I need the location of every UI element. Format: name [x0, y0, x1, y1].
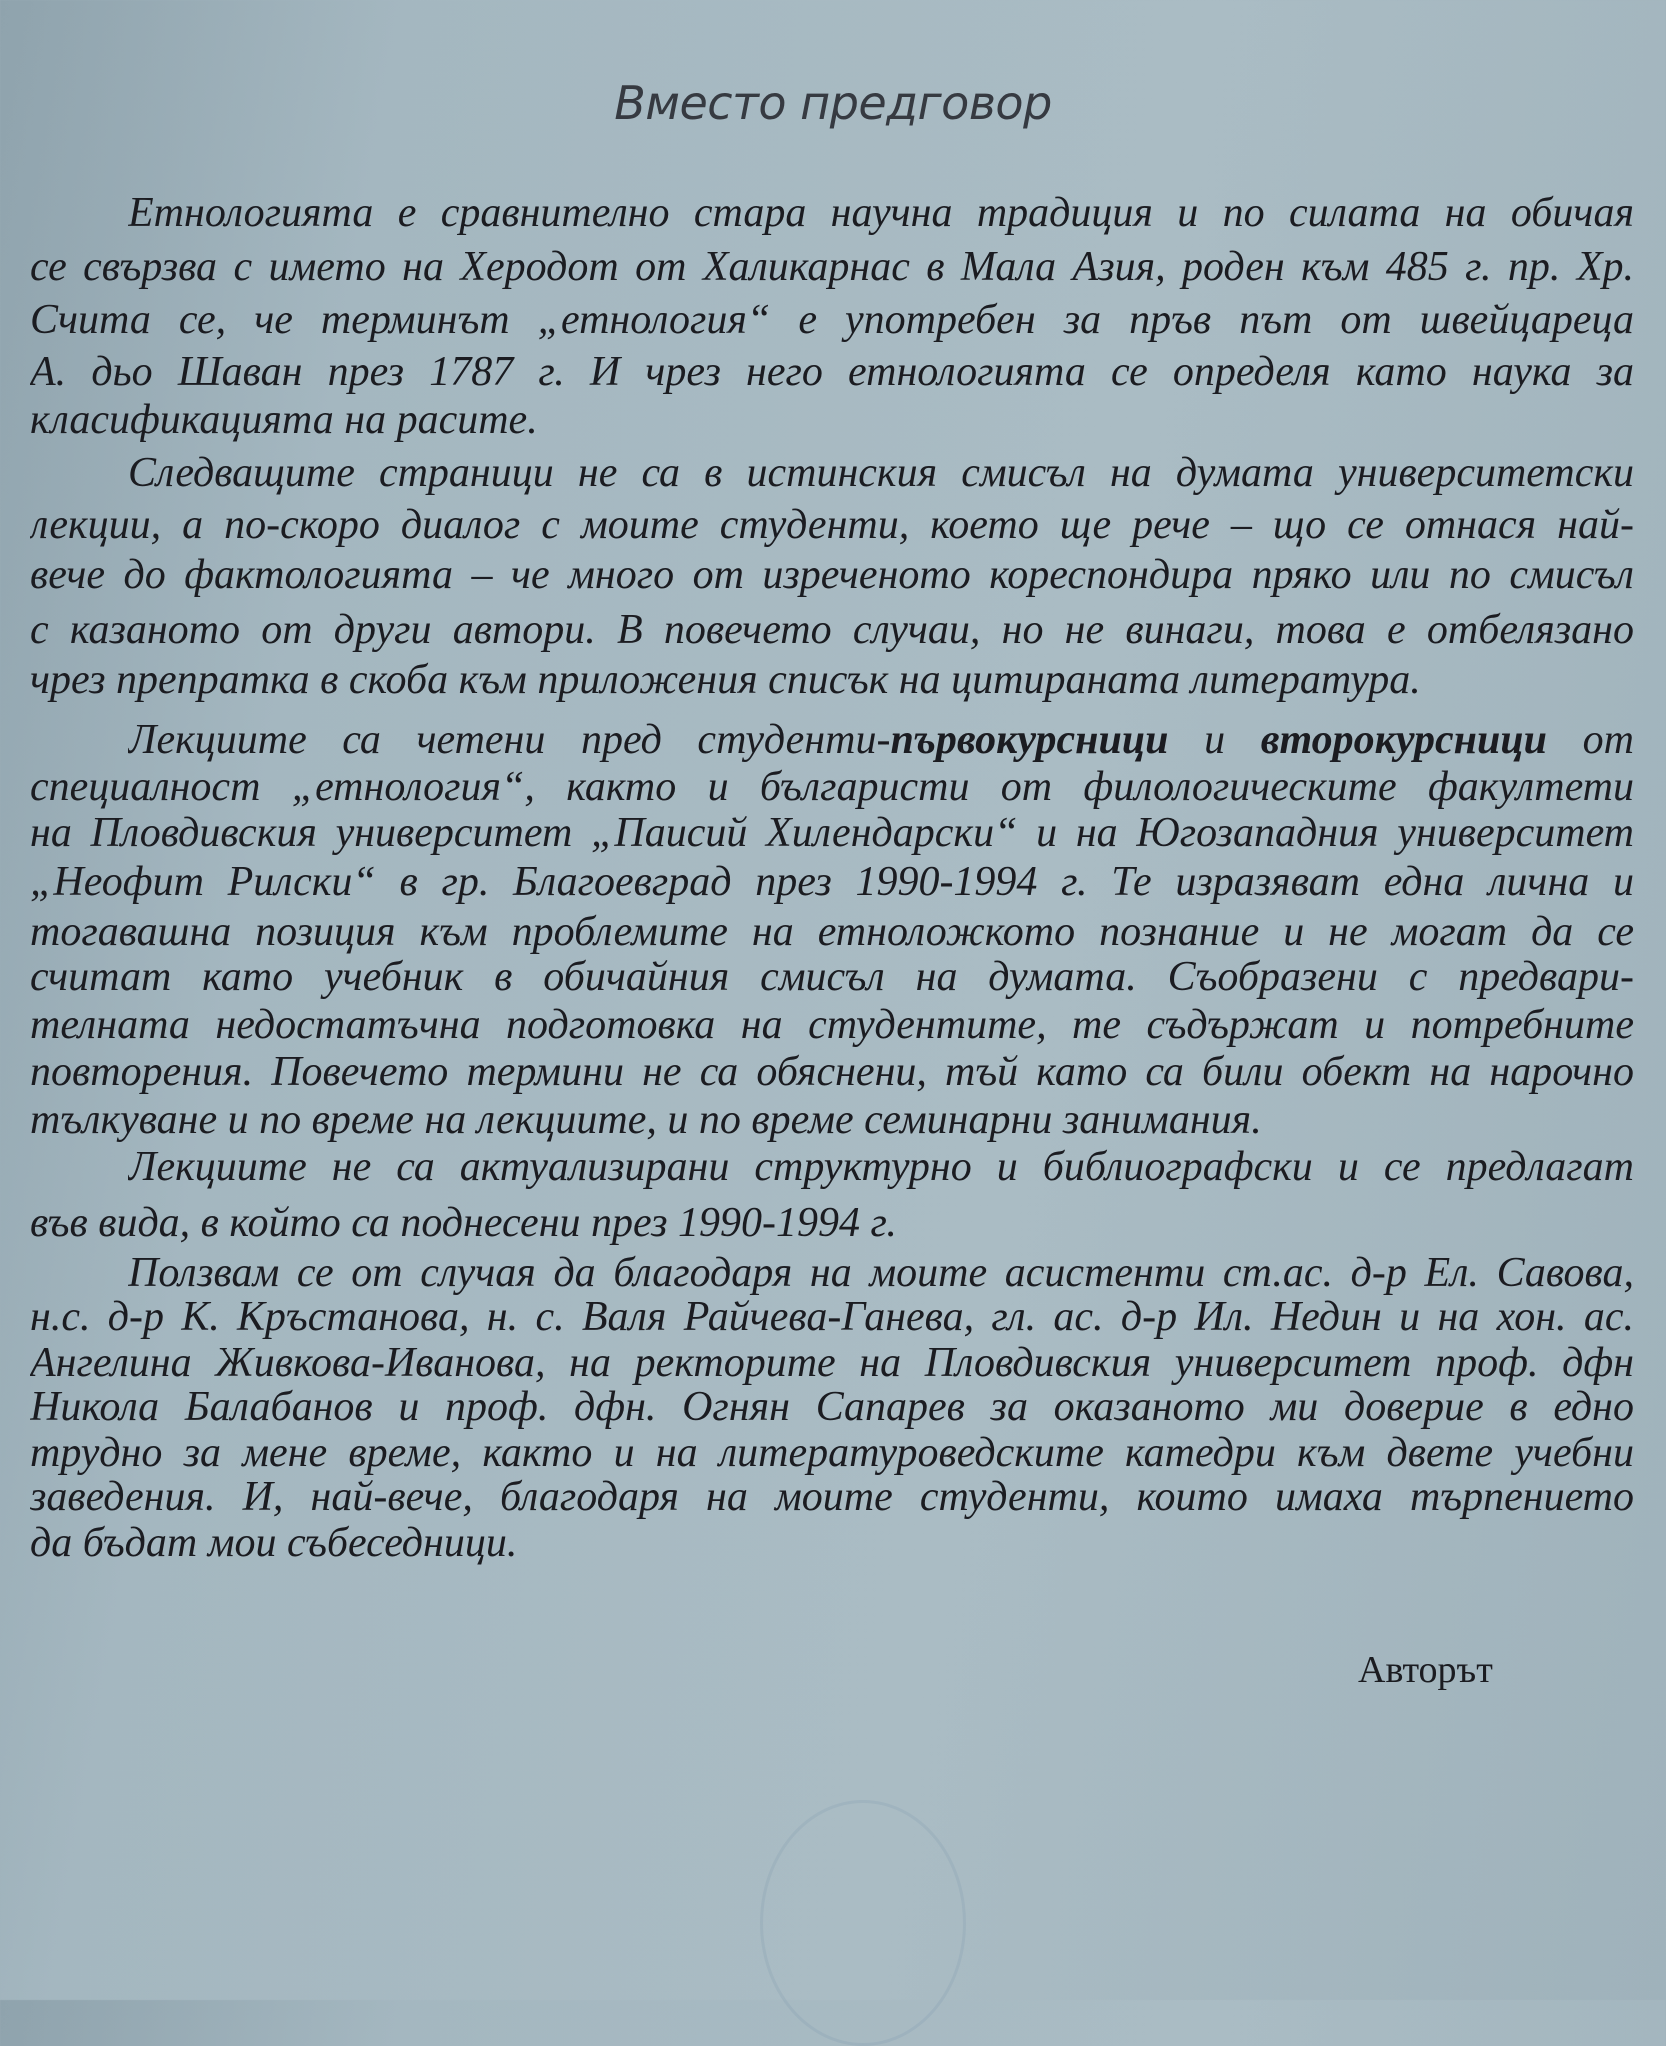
- signature: Авторът: [1358, 1649, 1493, 1691]
- text-line: Никола Балабанов и проф. дфн. Огнян Сапарев за оказаното ми доверие в едно: [30, 1384, 1634, 1430]
- faint-stamp: [760, 1800, 966, 2046]
- text-line: тълкуване и по време на лекциите, и по време семинарни занимания.: [30, 1097, 1262, 1143]
- text-line: повторения. Повечето термини не са обяснени, тъй като са били обект на нарочно: [30, 1049, 1634, 1095]
- text-line: н.с. д-р К. Кръстанова, н. с. Валя Райчева-Ганева, гл. ас. д-р Ил. Недин и на хон. ас.: [30, 1294, 1634, 1340]
- text-line: на Пловдивския университет „Паисий Хилендарски“ и на Югозападния университет: [30, 810, 1634, 856]
- text-line: Лекциите не са актуализирани структурно и библиографски и се предлагат: [128, 1144, 1634, 1190]
- text-line: специалност „етнология“, както и българисти от филологическите факултети: [30, 764, 1634, 810]
- text-line: Ангелина Живкова-Иванова, на ректорите на Пловдивския университет проф. дфн: [30, 1340, 1634, 1386]
- text-line: трудно за мене време, както и на литературоведските катедри към двете учебни: [30, 1430, 1634, 1476]
- text-line: вече до фактологията – че много от изреченото кореспондира пряко или по смисъл: [30, 552, 1634, 598]
- text-line: [128, 715, 1634, 765]
- text-line: „Неофит Рилски“ в гр. Благоевград през 1990-1994 г. Те изразяват една лична и: [30, 859, 1634, 905]
- text-line: Етнологията е сравнително стара научна традиция и по силата на обичая: [128, 190, 1634, 236]
- text-line: считат като учебник в обичайния смисъл на думата. Съобразени с предвари-: [30, 954, 1634, 1000]
- bold-term: първокурсници: [890, 717, 1169, 763]
- text-segment: Лекциите са четени пред студенти-: [128, 717, 891, 763]
- text-line: А. дьо Шаван през 1787 г. И чрез него етнологията се определя като наука за: [30, 349, 1634, 395]
- text-line: Ползвам се от случая да благодаря на моите асистенти ст.ас. д-р Ел. Савова,: [128, 1250, 1634, 1296]
- text-line: се свързва с името на Херодот от Халикарнас в Мала Азия, роден към 485 г. пр. Хр.: [30, 244, 1634, 290]
- text-line: лекции, а по-скоро диалог с моите студенти, което ще рече – що се отнася най-: [30, 502, 1634, 548]
- text-line: телната недостатъчна подготовка на студентите, те съдържат и потребните: [30, 1002, 1634, 1048]
- text-segment: и: [1168, 717, 1261, 763]
- text-line: Следващите страници не са в истинския смисъл на думата университетски: [128, 450, 1634, 496]
- text-line: във вида, в който са поднесени през 1990-1994 г.: [30, 1200, 897, 1246]
- text-line: класификацията на расите.: [30, 397, 538, 443]
- page-title: Вместо предговор: [614, 76, 1052, 130]
- text-line: с казаното от други автори. В повечето случаи, но не винаги, това е отбелязано: [30, 607, 1634, 653]
- text-line: чрез препратка в скоба към приложения списък на цитираната литература.: [30, 657, 1421, 703]
- text-line: тогавашна позиция към проблемите на етноложкото познание и не могат да се: [30, 909, 1634, 955]
- text-line: заведения. И, най-вече, благодаря на моите студенти, които имаха търпението: [30, 1474, 1634, 1520]
- text-line: Счита се, че терминът „етнология“ е употребен за пръв път от швейцареца: [30, 297, 1634, 343]
- text-segment: от: [1547, 717, 1634, 763]
- text-line: да бъдат мои събеседници.: [30, 1520, 518, 1566]
- bold-term: второкурсници: [1260, 717, 1548, 763]
